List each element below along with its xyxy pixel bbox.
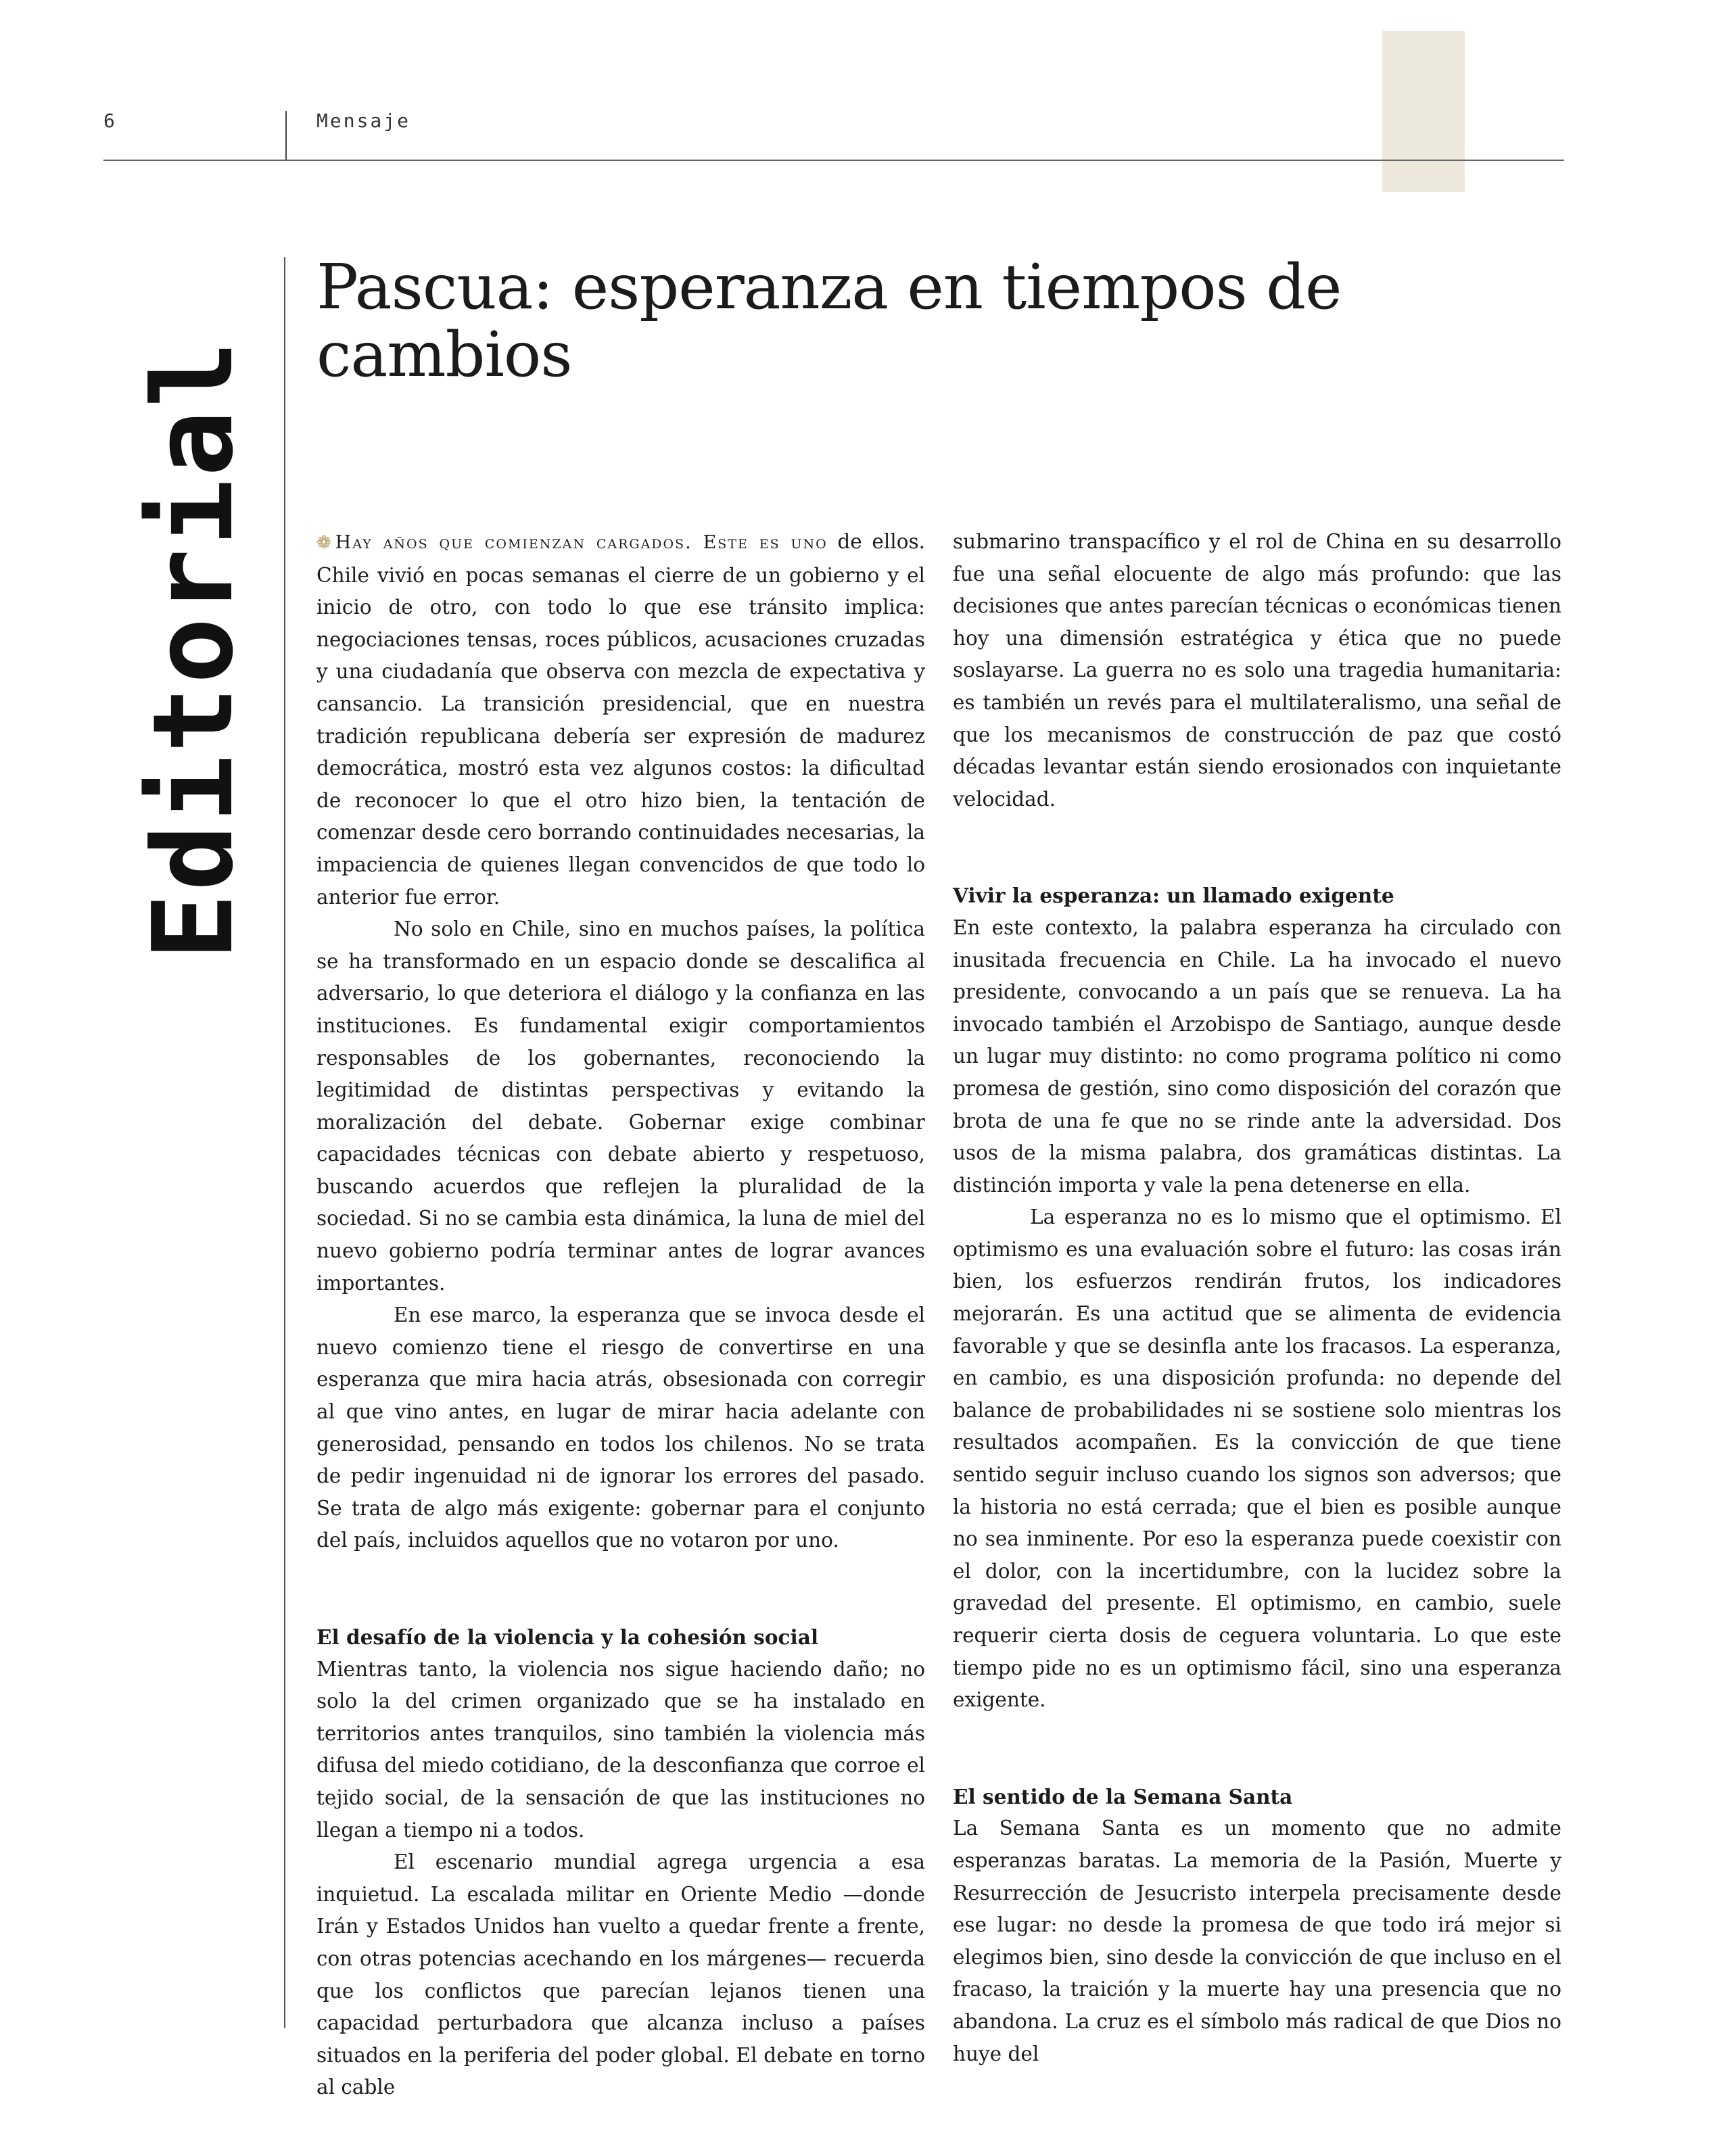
rosette-icon: ❁ [316, 533, 331, 553]
paragraph: No solo en Chile, sino en muchos países, la política se ha transformado en un espacio donde se descalifica al adversario, lo que deteriora el diálogo y la confianza en las instituciones. Es fundamental exigir comportamientos responsables de los gobernantes, reconociendo la legitimidad de distintas perspectivas y evitando la moralización del debate. Gobernar exige combinar capacidades técnicas con debate abierto y respetuoso, buscando acuerdos que reflejen la pluralidad de la sociedad. Si no se cambia esta dinámica, la luna de miel del nuevo gobierno podría terminar antes de lograr avances importantes. [316, 917, 925, 1295]
paragraph: El escenario mundial agrega urgencia a esa inquietud. La escalada militar en Oriente Medio —donde Irán y Estados Unidos han vuelto a quedar frente a frente, con otras potencias acechando en los márgenes— recuerda que los conflictos que parecían lejanos tienen una capacidad perturbadora que alcanza incluso a países situados en la periferia del poder global. El debate en torno al cable [316, 1850, 925, 2099]
page-tab-marker [1382, 31, 1465, 192]
article-title: Pascua: esperanza en tiempos de cambios [316, 251, 1342, 391]
subheading: El sentido de la Semana Santa [953, 1784, 1293, 1808]
magazine-name: Mensaje [316, 110, 411, 132]
article-column-2 [953, 526, 1561, 2070]
paragraph-lede [316, 526, 925, 913]
paragraph: Mientras tanto, la violencia nos sigue haciendo daño; no solo la del crimen organizado que se ha instalado en territorios antes tranquilos, sino también la violencia más difusa del miedo cotidiano, de la desconfianza que corroe el tejido social, de la sensación de que las instituciones no llegan a tiempo ni a todos. [316, 1657, 925, 1842]
article-column-1 [316, 526, 925, 2104]
paragraph: En ese marco, la esperanza que se invoca desde el nuevo comienzo tiene el riesgo de convertirse en una esperanza que mira hacia atrás, obsesionada con corregir al que vino antes, en lugar de mirar hacia adelante con generosidad, pensando en todos los chilenos. No se trata de pedir ingenuidad ni de ignorar los errores del pasado. Se trata de algo más exigente: gobernar para el conjunto del país, incluidos aquellos que no votaron por uno. [316, 1303, 925, 1552]
paragraph: La esperanza no es lo mismo que el optimismo. El optimismo es una evaluación sobre el futuro: las cosas irán bien, los esfuerzos rendirán frutos, los indicadores mejorarán. Es una actitud que se alimenta de evidencia favorable y que se desinfla ante los fracasos. La esperanza, en cambio, es una disposición profunda: no depende del balance de probabilidades ni se sostiene solo mientras los resultados acompañen. Es la convicción de que tiene sentido seguir incluso cuando los signos son adversos; que la historia no está cerrada; que el bien es posible aunque no sea inminente. Por eso la esperanza puede coexistir con el dolor, con la incertidumbre, con la lucidez sobre la gravedad del presente. El optimismo, en cambio, suele requerir cierta dosis de ceguera voluntaria. Lo que este tiempo pide no es un optimismo fácil, sino una esperanza exigente. [953, 1205, 1561, 1712]
subheading: Vivir la esperanza: un llamado exigente [953, 884, 1394, 908]
column-divider-rule [284, 257, 285, 2028]
header-rule [103, 160, 1564, 161]
subheading: El desafío de la violencia y la cohesión social [316, 1625, 819, 1649]
lede-caps: Hay años que comienzan cargados. Este es uno [335, 532, 828, 553]
paragraph: La Semana Santa es un momento que no admite esperanzas baratas. La memoria de la Pasión, Muerte y Resurrección de Jesucristo interpela precisamente desde ese lugar: no desde la promesa de que todo irá mejor si elegimos bien, sino desde la convicción de que incluso en el fracaso, la traición y la muerte hay una presencia que no abandona. La cruz es el símbolo más radical de que Dios no huye del [953, 1817, 1561, 2065]
lede-text: de ellos. Chile vivió en pocas semanas el cierre de un gobierno y el inicio de otro, con todo lo que ese tránsito implica: negociaciones tensas, roces públicos, acusaciones cruzadas y una ciudadanía que observa con mezcla de expectativa y cansancio. La transición presidencial, que en nuestra tradición republicana debería ser expresión de madurez democrática, mostró esta vez algunos costos: la dificultad de reconocer lo que el otro hizo bien, la tentación de comenzar desde cero borrando continuidades necesarias, la impaciencia de quienes llegan convencidos de que todo lo anterior fue error. [316, 530, 925, 909]
paragraph: En este contexto, la palabra esperanza ha circulado con inusitada frecuencia en Chile. La ha invocado el nuevo presidente, convocando a un país que se renueva. La ha invocado también el Arzobispo de Santiago, aunque desde un lugar muy distinto: no como programa político ni como promesa de gestión, sino como disposición del corazón que brota de una fe que no se rinde ante la adversidad. Dos usos de la misma palabra, dos gramáticas distintas. La distinción importa y vale la pena detenerse en ella. [953, 915, 1561, 1197]
header-divider [285, 111, 287, 160]
page-number: 6 [103, 110, 115, 132]
paragraph: submarino transpacífico y el rol de China en su desarrollo fue una señal elocuente de algo más profundo: que las decisiones que antes parecían técnicas o económicas tienen hoy una dimensión estratégica y ética que no puede soslayarse. La guerra no es solo una tragedia humanitaria: es también un revés para el multilateralismo, una señal de que los mecanismos de construcción de paz que costó décadas levantar están siendo erosionados con inquietante velocidad. [953, 530, 1561, 811]
section-label: Editorial [130, 338, 258, 960]
